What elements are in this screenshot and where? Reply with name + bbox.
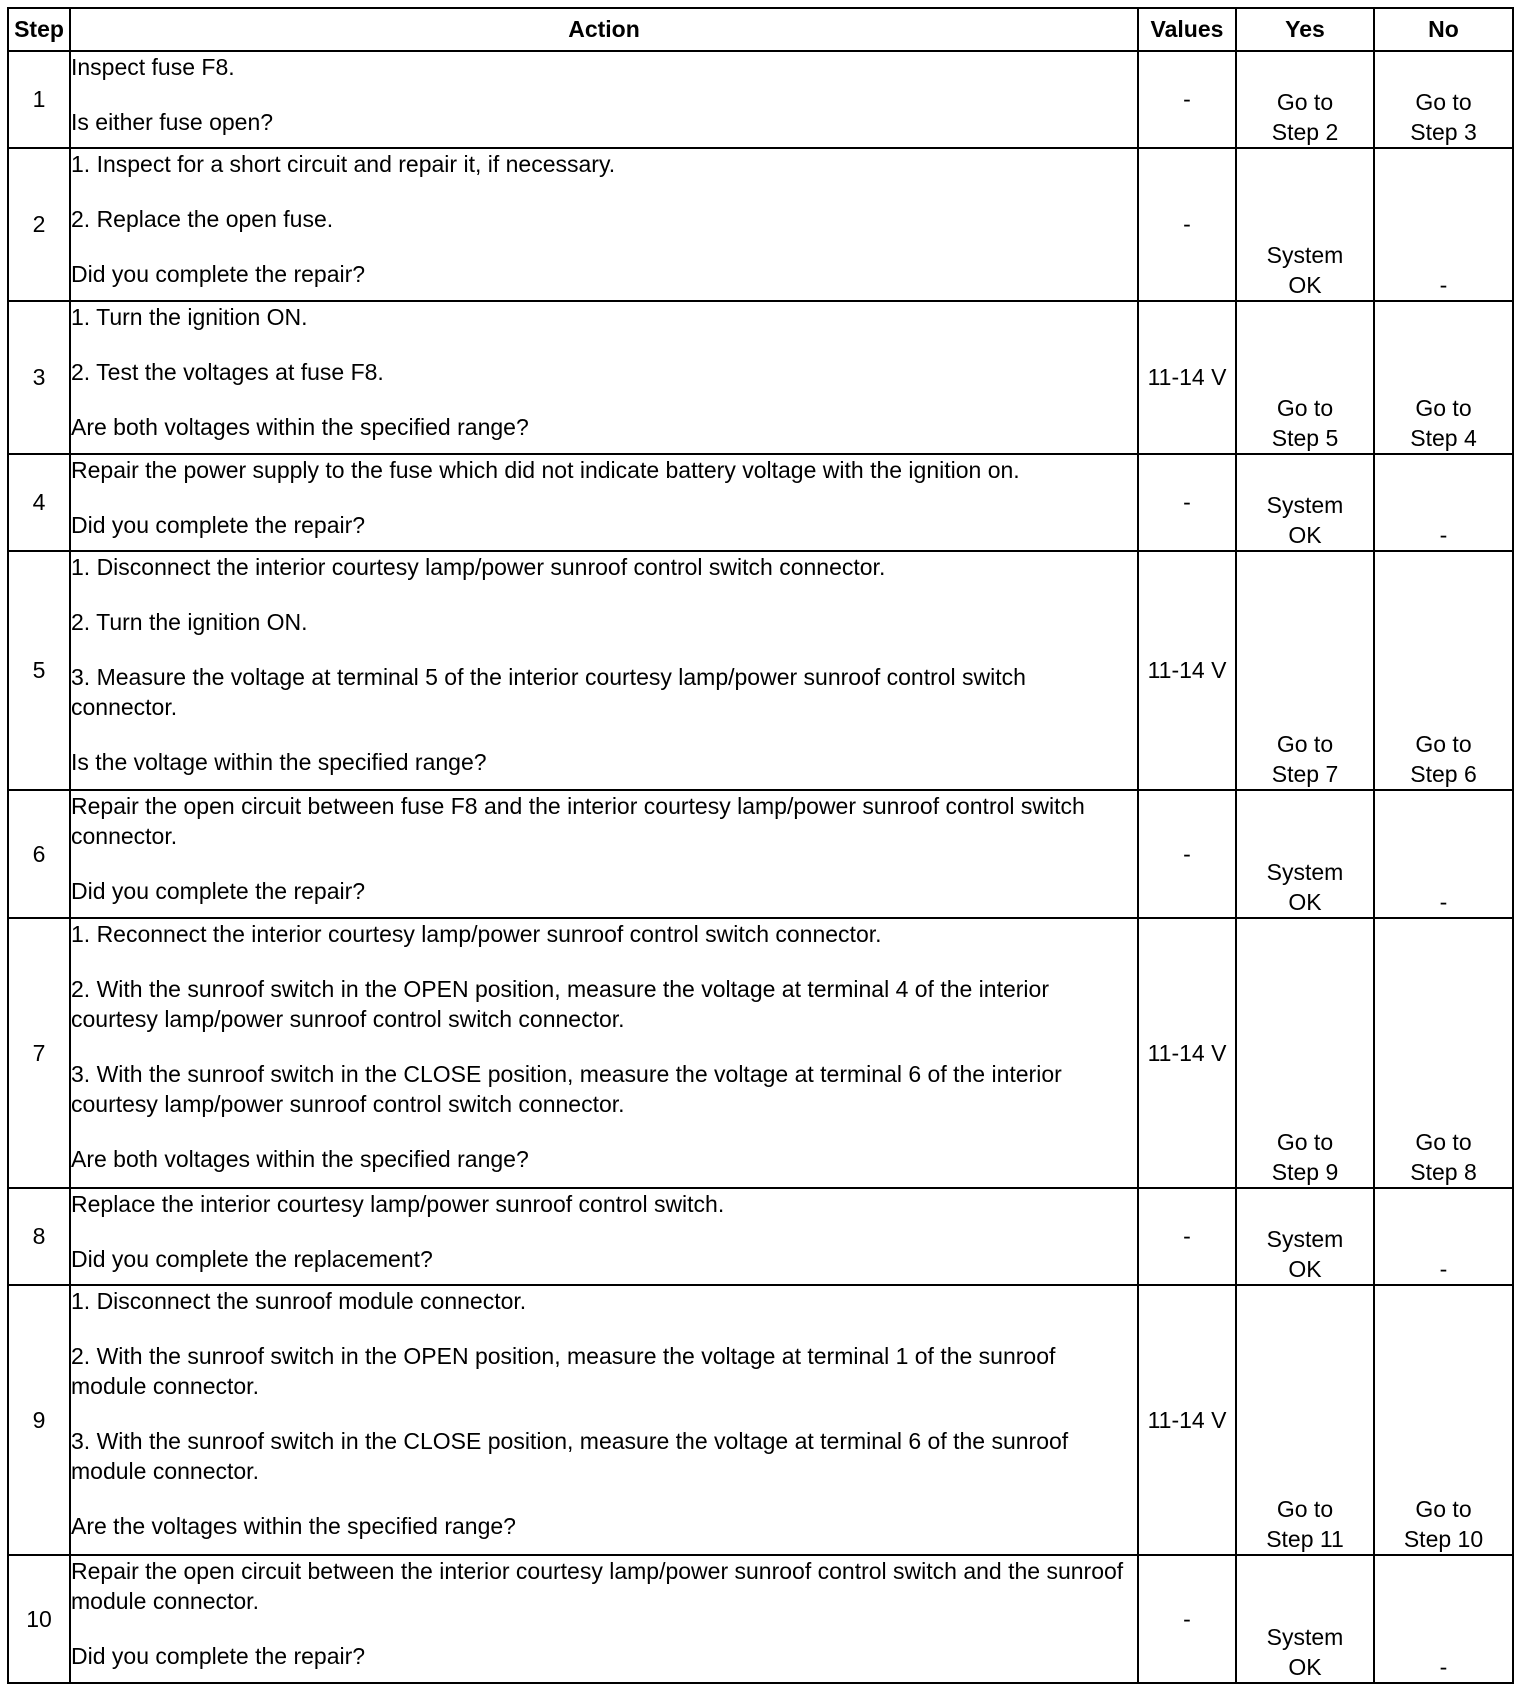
table-row: [8, 1555, 1513, 1683]
no-result-text: Go to: [1415, 395, 1472, 421]
yes-result-cell: [1236, 918, 1374, 1188]
step-number: 1: [8, 51, 70, 148]
values-cell: -: [1138, 148, 1236, 301]
values-cell: 11-14 V: [1138, 918, 1236, 1188]
no-result-text: -: [1439, 522, 1448, 548]
table-row: [8, 51, 1513, 148]
no-result-cell: [1374, 1188, 1513, 1285]
yes-result-text: System: [1266, 492, 1344, 518]
action-spacer: [71, 1486, 1137, 1511]
step-number: 9: [8, 1285, 70, 1555]
header-row: [8, 8, 1513, 51]
yes-result-text: Step 2: [1271, 119, 1339, 145]
action-instruction: 2. Test the voltages at fuse F8.: [71, 359, 384, 385]
action-cell: [70, 454, 1138, 551]
yes-result-cell: [1236, 51, 1374, 148]
action-cell: [70, 1555, 1138, 1683]
yes-result-cell: [1236, 454, 1374, 551]
step-number: 10: [8, 1555, 70, 1683]
no-result-cell: [1374, 790, 1513, 918]
no-result-text: Go to: [1415, 1496, 1472, 1522]
action-instruction: 3. With the sunroof switch in the CLOSE position, measure the voltage at terminal 6 of the sunroof module connector.: [71, 1428, 1069, 1484]
values-cell: -: [1138, 51, 1236, 148]
no-result-text: -: [1439, 1654, 1448, 1680]
action-instruction: Replace the interior courtesy lamp/power sunroof control switch.: [71, 1191, 725, 1217]
step-number: 2: [8, 148, 70, 301]
yes-result-text: Step 7: [1271, 761, 1339, 787]
action-instruction: 3. Measure the voltage at terminal 5 of the interior courtesy lamp/power sunroof control switch connector.: [71, 664, 1026, 720]
table-row: [8, 551, 1513, 790]
yes-result-text: Go to: [1276, 1496, 1334, 1522]
yes-result-text: OK: [1288, 889, 1322, 915]
action-cell: [70, 51, 1138, 148]
yes-result-cell: [1236, 148, 1374, 301]
header-yes: Yes: [1236, 8, 1374, 51]
action-spacer: [71, 1119, 1137, 1144]
yes-result-cell: [1236, 551, 1374, 790]
action-spacer: [71, 1616, 1137, 1641]
no-result-text: Step 8: [1410, 1159, 1477, 1185]
action-question: Are both voltages within the specified range?: [71, 1146, 529, 1172]
values-cell: -: [1138, 1555, 1236, 1683]
yes-result-text: OK: [1288, 522, 1322, 548]
action-spacer: [71, 582, 1137, 607]
action-instruction: 2. With the sunroof switch in the OPEN position, measure the voltage at terminal 1 of the sunroof module connector.: [71, 1343, 1056, 1399]
values-cell: 11-14 V: [1138, 1285, 1236, 1555]
yes-result-text: Step 5: [1271, 425, 1339, 451]
action-instruction: Inspect fuse F8.: [71, 54, 235, 80]
no-result-cell: [1374, 551, 1513, 790]
yes-result-cell: [1236, 1555, 1374, 1683]
header-action: Action: [70, 8, 1138, 51]
action-question: Did you complete the repair?: [71, 261, 366, 287]
action-question: Did you complete the repair?: [71, 512, 366, 538]
action-question: Did you complete the replacement?: [71, 1246, 433, 1272]
action-question: Did you complete the repair?: [71, 1643, 366, 1669]
table-row: [8, 1188, 1513, 1285]
table-row: [8, 790, 1513, 918]
yes-result-text: System: [1266, 242, 1344, 268]
action-instruction: 1. Reconnect the interior courtesy lamp/power sunroof control switch connector.: [71, 921, 882, 947]
values-cell: -: [1138, 454, 1236, 551]
step-number: 5: [8, 551, 70, 790]
no-result-cell: [1374, 918, 1513, 1188]
action-question: Are both voltages within the specified range?: [71, 414, 529, 440]
step-number: 8: [8, 1188, 70, 1285]
action-cell: [70, 551, 1138, 790]
action-spacer: [71, 722, 1137, 747]
action-cell: [70, 1188, 1138, 1285]
action-spacer: [71, 637, 1137, 662]
action-instruction: 1. Disconnect the interior courtesy lamp/power sunroof control switch connector.: [71, 554, 886, 580]
action-spacer: [71, 82, 1137, 107]
table-row: [8, 148, 1513, 301]
header-step: Step: [8, 8, 70, 51]
header-values: Values: [1138, 8, 1236, 51]
yes-result-cell: [1236, 1285, 1374, 1555]
no-result-text: -: [1439, 272, 1448, 298]
action-instruction: 1. Disconnect the sunroof module connector.: [71, 1288, 527, 1314]
yes-result-text: Step 9: [1271, 1159, 1339, 1185]
action-spacer: [71, 332, 1137, 357]
action-question: Did you complete the repair?: [71, 878, 366, 904]
values-cell: -: [1138, 790, 1236, 918]
yes-result-cell: [1236, 1188, 1374, 1285]
action-spacer: [71, 1034, 1137, 1059]
no-result-cell: [1374, 1285, 1513, 1555]
yes-result-text: Go to: [1276, 395, 1334, 421]
table-row: [8, 454, 1513, 551]
no-result-text: -: [1439, 889, 1448, 915]
action-cell: [70, 148, 1138, 301]
action-instruction: 2. Replace the open fuse.: [71, 206, 334, 232]
no-result-text: Go to: [1415, 89, 1472, 115]
header-no: No: [1374, 8, 1513, 51]
yes-result-cell: [1236, 790, 1374, 918]
action-spacer: [71, 851, 1137, 876]
no-result-text: Step 3: [1410, 119, 1477, 145]
action-cell: [70, 301, 1138, 454]
no-result-cell: [1374, 1555, 1513, 1683]
action-instruction: Repair the power supply to the fuse which did not indicate battery voltage with the ignition on.: [71, 457, 1020, 483]
no-result-cell: [1374, 301, 1513, 454]
action-question: Are the voltages within the specified range?: [71, 1513, 516, 1539]
no-result-text: Step 6: [1410, 761, 1477, 787]
action-spacer: [71, 1219, 1137, 1244]
action-instruction: Repair the open circuit between fuse F8 and the interior courtesy lamp/power sunroof control switch connector.: [71, 793, 1085, 849]
action-instruction: 1. Turn the ignition ON.: [71, 304, 308, 330]
values-cell: -: [1138, 1188, 1236, 1285]
table-row: [8, 1285, 1513, 1555]
action-instruction: 3. With the sunroof switch in the CLOSE position, measure the voltage at terminal 6 of the interior courtesy lamp/power sunroof control switch connector.: [71, 1061, 1062, 1117]
no-result-cell: [1374, 148, 1513, 301]
action-spacer: [71, 485, 1137, 510]
step-number: 3: [8, 301, 70, 454]
action-spacer: [71, 1401, 1137, 1426]
action-spacer: [71, 234, 1137, 259]
action-instruction: 1. Inspect for a short circuit and repair it, if necessary.: [71, 151, 616, 177]
action-instruction: Repair the open circuit between the interior courtesy lamp/power sunroof control switch and the sunroof module connector.: [71, 1558, 1124, 1614]
action-spacer: [71, 387, 1137, 412]
action-question: Is either fuse open?: [71, 109, 274, 135]
action-cell: [70, 790, 1138, 918]
action-cell: [70, 1285, 1138, 1555]
action-spacer: [71, 179, 1137, 204]
values-cell: 11-14 V: [1138, 551, 1236, 790]
values-cell: 11-14 V: [1138, 301, 1236, 454]
action-instruction: 2. Turn the ignition ON.: [71, 609, 308, 635]
action-spacer: [71, 949, 1137, 974]
no-result-cell: [1374, 454, 1513, 551]
step-number: 7: [8, 918, 70, 1188]
yes-result-text: System: [1266, 1624, 1344, 1650]
table-body: [8, 51, 1513, 1683]
yes-result-text: OK: [1288, 1654, 1322, 1680]
yes-result-cell: [1236, 301, 1374, 454]
action-spacer: [71, 1316, 1137, 1341]
step-number: 6: [8, 790, 70, 918]
yes-result-text: Go to: [1276, 89, 1334, 115]
yes-result-text: Step 11: [1266, 1526, 1344, 1552]
table-row: [8, 301, 1513, 454]
no-result-text: Step 4: [1410, 425, 1477, 451]
action-cell: [70, 918, 1138, 1188]
no-result-text: -: [1439, 1256, 1448, 1282]
table-row: [8, 918, 1513, 1188]
action-instruction: 2. With the sunroof switch in the OPEN position, measure the voltage at terminal 4 of the interior courtesy lamp/power sunroof control switch connector.: [71, 976, 1049, 1032]
yes-result-text: System: [1266, 1226, 1344, 1252]
no-result-text: Step 10: [1403, 1526, 1484, 1552]
yes-result-text: Go to: [1276, 731, 1334, 757]
no-result-cell: [1374, 51, 1513, 148]
action-question: Is the voltage within the specified range?: [71, 749, 487, 775]
yes-result-text: OK: [1288, 272, 1322, 298]
yes-result-text: Go to: [1276, 1129, 1334, 1155]
diagnostic-table: [7, 7, 1514, 1684]
yes-result-text: System: [1266, 859, 1344, 885]
step-number: 4: [8, 454, 70, 551]
no-result-text: Go to: [1415, 1129, 1472, 1155]
yes-result-text: OK: [1288, 1256, 1322, 1282]
no-result-text: Go to: [1415, 731, 1472, 757]
